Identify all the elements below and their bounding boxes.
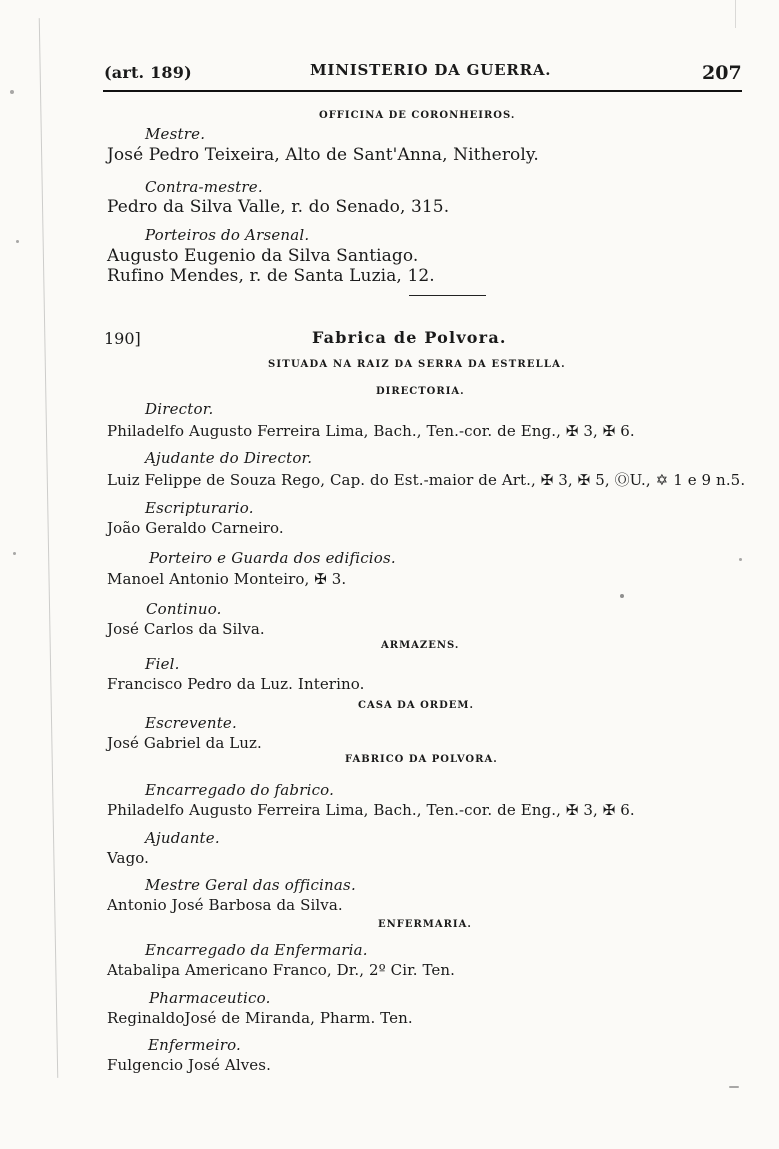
ajudante-director-entry: Luiz Felippe de Souza Rego, Cap. do Est.-maior de Art., ✠ 3, ✠ 5, ⓄU., ✡ 1 e 9 n.5. bbox=[107, 471, 746, 489]
fabrica-subtitle: SITUADA NA RAIZ DA SERRA DA ESTRELLA. bbox=[268, 359, 566, 370]
scan-dot bbox=[739, 558, 742, 561]
encarregado-enfermaria-entry: Atabalipa Americano Franco, Dr., 2º Cir. Ten. bbox=[107, 961, 456, 979]
scan-dot bbox=[13, 552, 16, 555]
pharmaceutico-role: Pharmaceutico. bbox=[149, 989, 271, 1007]
armazens-title: ARMAZENS. bbox=[381, 640, 460, 651]
director-entry: Philadelfo Augusto Ferreira Lima, Bach., Ten.-cor. de Eng., ✠ 3, ✠ 6. bbox=[107, 422, 635, 440]
director-role: Director. bbox=[145, 400, 214, 418]
continuo-role: Continuo. bbox=[146, 600, 222, 618]
header-title: MINISTERIO DA GUERRA. bbox=[310, 61, 552, 79]
scan-dot bbox=[620, 594, 624, 598]
officina-title: OFFICINA DE CORONHEIROS. bbox=[319, 110, 516, 121]
scan-dot bbox=[16, 240, 19, 243]
escripturario-role: Escripturario. bbox=[145, 499, 254, 517]
header-rule bbox=[103, 90, 742, 92]
right-margin-speck-line bbox=[735, 0, 736, 28]
officina-entry-porteiro-1: Augusto Eugenio da Silva Santiago. bbox=[107, 246, 419, 266]
section-number: 190] bbox=[104, 329, 141, 348]
scan-dot bbox=[10, 90, 14, 94]
scan-dot bbox=[729, 1086, 739, 1088]
enfermaria-title: ENFERMARIA. bbox=[378, 919, 472, 930]
fabrica-title: Fabrica de Polvora. bbox=[312, 328, 507, 347]
escripturario-entry: João Geraldo Carneiro. bbox=[107, 519, 284, 537]
officina-entry-porteiro-2: Rufino Mendes, r. de Santa Luzia, 12. bbox=[107, 266, 435, 286]
left-margin-curve bbox=[39, 18, 58, 1078]
officina-entry-mestre: José Pedro Teixeira, Alto de Sant'Anna, Nitheroly. bbox=[107, 145, 539, 165]
officina-role-mestre: Mestre. bbox=[145, 125, 206, 143]
porteiro-guarda-entry: Manoel Antonio Monteiro, ✠ 3. bbox=[107, 570, 347, 588]
fiel-role: Fiel. bbox=[145, 655, 180, 673]
escrevente-role: Escrevente. bbox=[145, 714, 237, 732]
casa-da-ordem-title: CASA DA ORDEM. bbox=[358, 700, 474, 711]
escrevente-entry: José Gabriel da Luz. bbox=[107, 734, 262, 752]
officina-role-contra-mestre: Contra-mestre. bbox=[145, 178, 263, 196]
directoria-title: DIRECTORIA. bbox=[376, 386, 465, 397]
enfermeiro-role: Enfermeiro. bbox=[148, 1036, 242, 1054]
continuo-entry: José Carlos da Silva. bbox=[107, 620, 265, 638]
officina-role-porteiros: Porteiros do Arsenal. bbox=[145, 226, 310, 244]
ajudante-role: Ajudante. bbox=[145, 829, 220, 847]
officina-entry-contra-mestre: Pedro da Silva Valle, r. do Senado, 315. bbox=[107, 197, 450, 217]
porteiro-guarda-role: Porteiro e Guarda dos edificios. bbox=[149, 549, 396, 567]
page-number: 207 bbox=[702, 62, 742, 84]
header-left: (art. 189) bbox=[104, 63, 192, 82]
fabrico-title: FABRICO DA POLVORA. bbox=[345, 754, 498, 765]
ajudante-entry: Vago. bbox=[107, 849, 150, 867]
fiel-entry: Francisco Pedro da Luz. Interino. bbox=[107, 675, 365, 693]
encarregado-enfermaria-role: Encarregado da Enfermaria. bbox=[145, 941, 368, 959]
encarregado-fabrico-entry: Philadelfo Augusto Ferreira Lima, Bach., Ten.-cor. de Eng., ✠ 3, ✠ 6. bbox=[107, 801, 635, 819]
encarregado-fabrico-role: Encarregado do fabrico. bbox=[145, 781, 335, 799]
enfermeiro-entry: Fulgencio José Alves. bbox=[107, 1056, 271, 1074]
section-separator bbox=[409, 295, 486, 296]
ajudante-director-role: Ajudante do Director. bbox=[145, 449, 313, 467]
pharmaceutico-entry: ReginaldoJosé de Miranda, Pharm. Ten. bbox=[107, 1009, 413, 1027]
mestre-geral-role: Mestre Geral das officinas. bbox=[145, 876, 356, 894]
mestre-geral-entry: Antonio José Barbosa da Silva. bbox=[107, 896, 343, 914]
